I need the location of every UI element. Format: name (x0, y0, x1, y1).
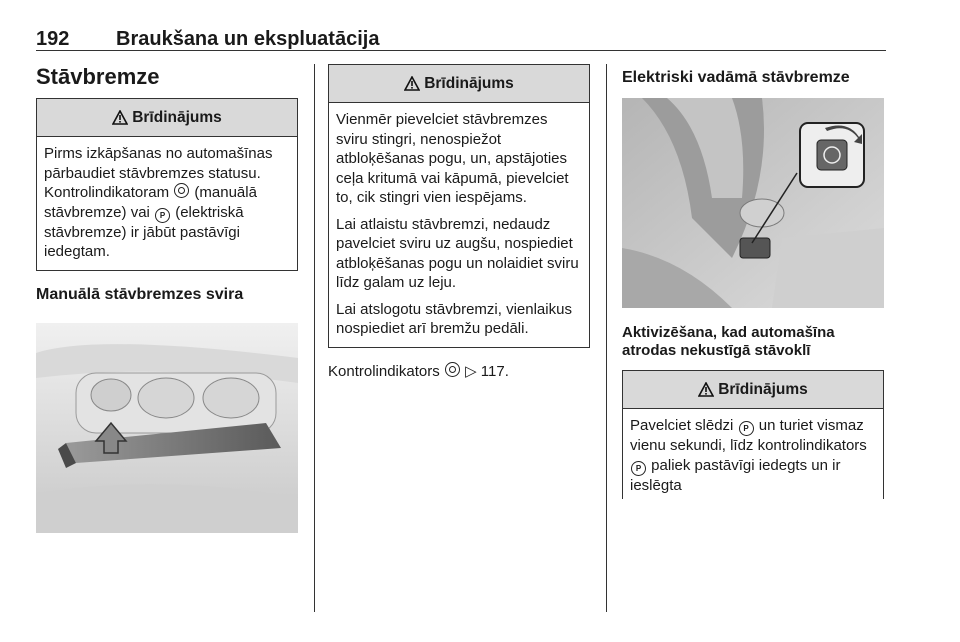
warning-body (623, 409, 883, 499)
warning-text: (manuālā stāvbremze) vai (44, 184, 257, 221)
warning-paragraph: Lai atlaistu stāvbremzi, nedaudz pavelciet sviru uz augšu, nospiediet atbloķēšanas pogu un nolaidiet sviru līdz galam uz leju. (336, 215, 579, 291)
page-header (36, 28, 886, 51)
warning-header (37, 99, 297, 137)
warning-text: paliek pastāvīgi iedegts un ir ieslēgta (630, 456, 841, 494)
column-divider (314, 64, 315, 612)
warning-header (329, 65, 589, 103)
page-ref-arrow-icon: ▷ (465, 362, 477, 380)
column-2 (328, 64, 590, 381)
warning-header (623, 371, 883, 409)
warning-triangle-icon (404, 76, 420, 91)
column-divider (606, 64, 607, 612)
parking-brake-icon: P (155, 208, 170, 223)
section-title: Elektriski vadāmā stāvbremze (622, 69, 850, 86)
warning-triangle-icon (112, 110, 128, 125)
warning-text: Pirms izkāpšanas no automašīnas pārbaudiet stāvbremzes statusu. Kontrolindikatoram (44, 145, 273, 201)
warning-text: Pavelciet slēdzi (630, 417, 734, 434)
warning-triangle-icon (698, 382, 714, 397)
warning-box (36, 98, 298, 271)
warning-paragraph: Lai atslogotu stāvbremzi, vienlaikus nospiediet arī bremžu pedāli. (336, 300, 572, 337)
brake-indicator-icon (174, 183, 189, 198)
warning-heading: Brīdinājums (132, 108, 222, 126)
reference-text: Kontrolindikators (328, 362, 440, 380)
warning-text: un turiet vismaz vienu sekundi, līdz kontrolindikators (630, 417, 867, 454)
warning-heading: Brīdinājums (718, 380, 808, 398)
cross-reference (328, 362, 590, 382)
warning-body (329, 103, 589, 347)
warning-heading: Brīdinājums (424, 74, 514, 92)
chapter-title: Braukšana un ekspluatācija (116, 28, 380, 50)
column-3 (622, 64, 884, 499)
brake-indicator-icon (445, 362, 460, 377)
page-number: 192 (36, 28, 70, 50)
warning-text: (elektriskā stāvbremze) ir jābūt pastāvīgi iedegtam. (44, 203, 244, 260)
warning-box (328, 64, 590, 348)
parking-brake-switch-icon: P (739, 421, 754, 436)
handbrake-lever-figure (36, 323, 298, 533)
electric-parking-brake-figure (622, 98, 884, 308)
parking-brake-icon: P (631, 461, 646, 476)
warning-paragraph: Vienmēr pievelciet stāvbremzes sviru stingri, nenospiežot atbloķēšanas pogu, un, apstājoties ceļa kritumā vai kāpumā, pievelciet to, cik stingri vien iespējams. (336, 111, 569, 206)
warning-body (37, 137, 297, 270)
column-1 (36, 64, 298, 533)
warning-box (622, 370, 884, 499)
reference-page[interactable]: 117. (480, 362, 509, 380)
section-title: Stāvbremze (36, 64, 160, 89)
subsection-title: Manuālā stāvbremzes svira (36, 285, 244, 303)
subsection-title: Aktivizēšana, kad automašīna atrodas nekustīgā stāvoklī (622, 324, 835, 359)
